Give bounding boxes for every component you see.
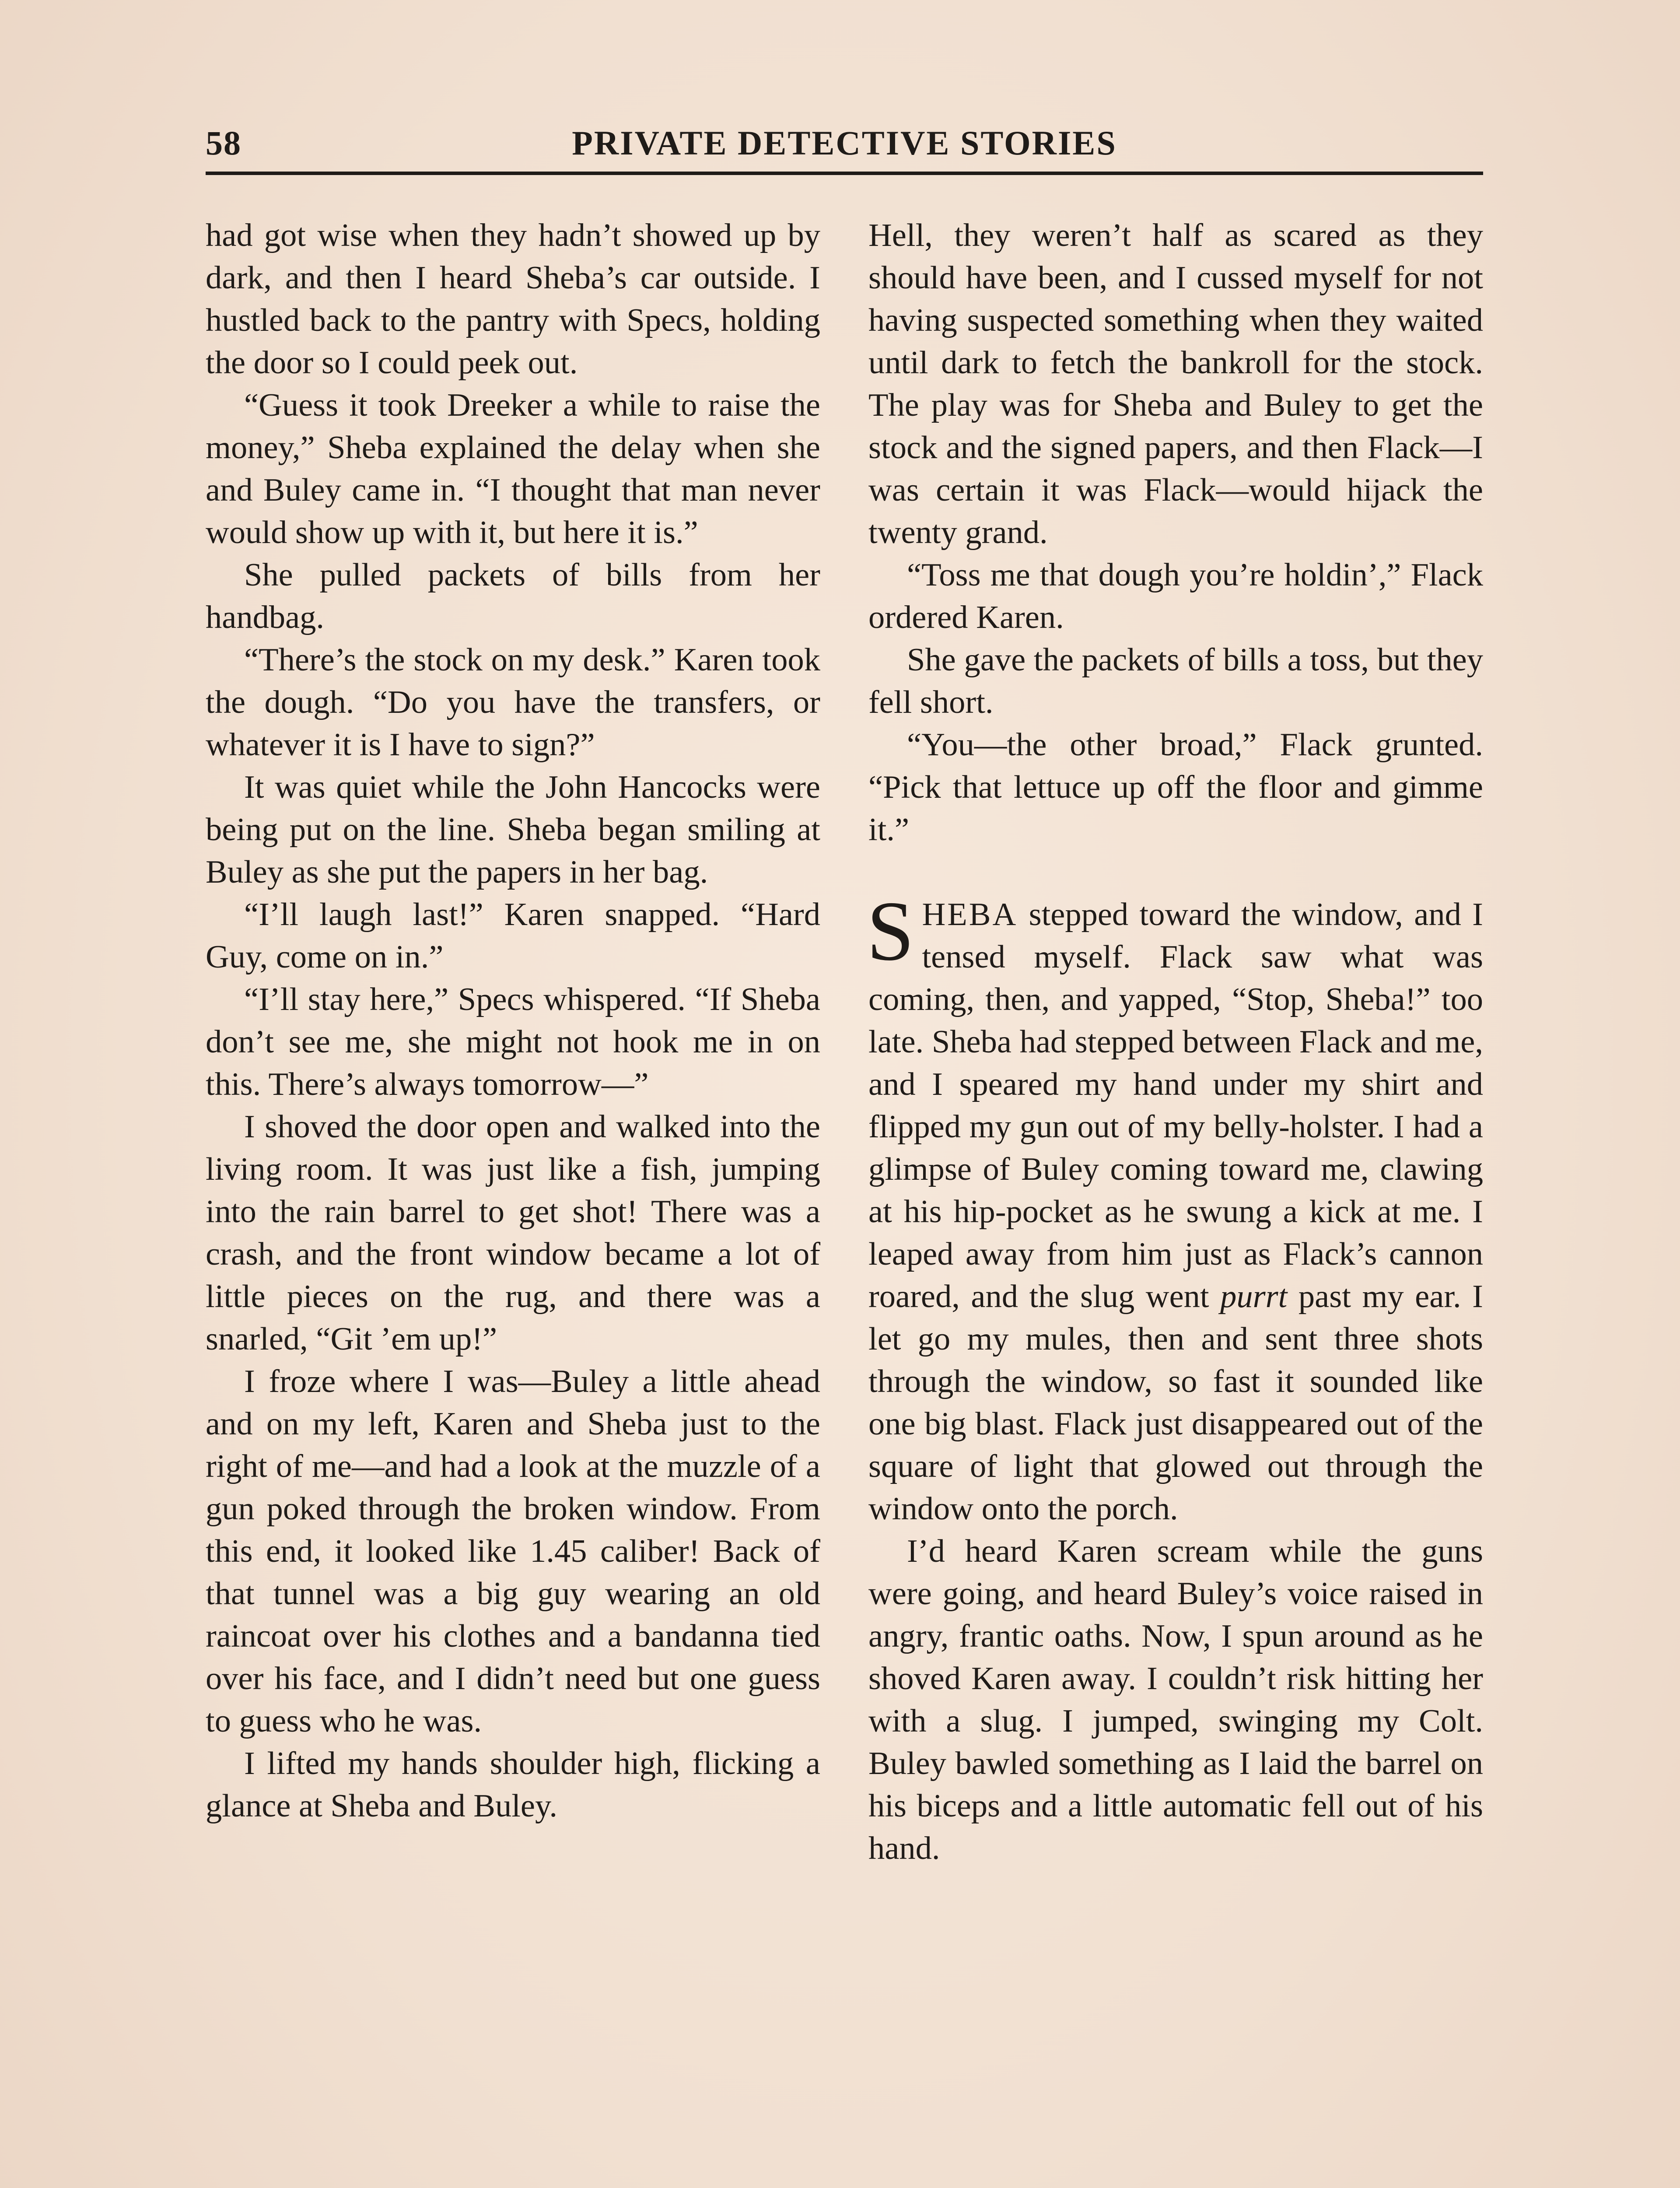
paragraph-text: stepped toward the window, and I tensed myself. Flack saw what was coming, then, and yapped, “Stop, Sheba!” too late. Sheba had stepped between Flack and me, and I speared my hand under my shirt and flipped my gun out of my belly-holster. I had a glimpse of Buley coming toward me, clawing at his hip-pocket as he swung a kick at me. I leaped away from him just as Flack’s cannon roared, and the slug went xyxy=(868,897,1483,1315)
paragraph: Hell, they weren’t half as scared as they should have been, and I cussed myself for not having suspected something when they waited until dark to fetch the bankroll for the stock. The play was for Sheba and Buley to get the stock and the signed papers, and then Flack—I was certain it was Flack—would hijack the twenty grand. xyxy=(868,217,1483,551)
paragraph: “There’s the stock on my desk.” Karen took the dough. “Do you have the transfers, or whatever it is I have to sign?” xyxy=(206,642,820,763)
paragraph: had got wise when they hadn’t showed up by dark, and then I heard Sheba’s car outside. I hustled back to the pantry with Specs, holding the door so I could peek out. xyxy=(206,217,820,381)
paragraph: She pulled packets of bills from her handbag. xyxy=(206,557,820,635)
paragraph: I’d heard Karen scream while the guns were going, and heard Buley’s voice raised in angry, frantic oaths. Now, I spun around as he shoved Karen away. I couldn’t risk hitting her with a slug. I jumped, swinging my Colt. Buley bawled something as I laid the barrel on his biceps and a little automatic fell out of his hand. xyxy=(868,1533,1483,1866)
paragraph-text: past my ear. I let go my mules, then and sent three shots through the window, so fast it sounded like one big blast. Flack just disappeared out of the square of light that glowed out through the window onto the porch. xyxy=(868,1279,1483,1527)
page-header xyxy=(206,119,1483,163)
italic-word: purrt xyxy=(1220,1279,1288,1315)
paragraph: I lifted my hands shoulder high, flicking a glance at Sheba and Buley. xyxy=(206,1746,820,1824)
paragraph: I froze where I was—Buley a little ahead and on my left, Karen and Sheba just to the right of me—and had a look at the muzzle of a gun poked through the broken window. From this end, it looked like 1.45 caliber! Back of that tunnel was a big guy wearing an old raincoat over his clothes and a bandanna tied over his face, and I didn’t need but one guess to guess who he was. xyxy=(206,1364,820,1739)
left-column xyxy=(206,214,820,1827)
paragraph: I shoved the door open and walked into the living room. It was just like a fish, jumping into the rain barrel to get shot! There was a crash, and the front window became a lot of little pieces on the rug, and there was a snarled, “Git ’em up!” xyxy=(206,1109,820,1357)
paragraph: “Guess it took Dreeker a while to raise the money,” Sheba explained the delay when she and Buley came in. “I thought that man never would show up with it, but here it is.” xyxy=(206,387,820,551)
section-opening-paragraph xyxy=(867,884,1483,1530)
right-column xyxy=(868,214,1483,1870)
paragraph: “I’ll laugh last!” Karen snapped. “Hard Guy, come on in.” xyxy=(206,897,820,975)
paragraph: It was quiet while the John Hancocks were being put on the line. Sheba began smiling at Buley as she put the papers in her bag. xyxy=(206,769,820,890)
header-rule xyxy=(206,172,1483,175)
running-head: PRIVATE DETECTIVE STORIES xyxy=(572,124,1117,162)
paragraph: “Toss me that dough you’re holdin’,” Flack ordered Karen. xyxy=(868,557,1483,635)
paragraph: “I’ll stay here,” Specs whispered. “If Sheba don’t see me, she might not hook me in on this. There’s always tomorrow—” xyxy=(206,982,820,1102)
paragraph: She gave the packets of bills a toss, but they fell short. xyxy=(868,642,1483,720)
small-caps-lead: HEBA xyxy=(922,897,1018,933)
drop-cap: S xyxy=(867,884,914,978)
paragraph: “You—the other broad,” Flack grunted. “Pick that lettuce up off the floor and gimme it.” xyxy=(868,727,1483,848)
page-number: 58 xyxy=(206,124,242,162)
